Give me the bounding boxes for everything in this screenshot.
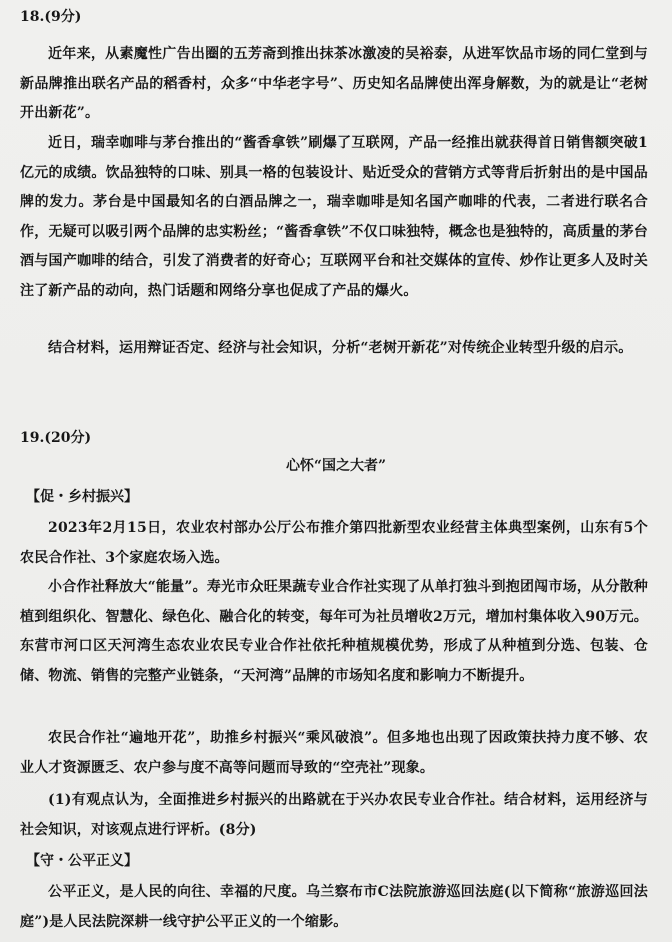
q19-s1-paragraph-1: 2023年2月15日，农业农村部办公厅公布推介第四批新型农业经营主体典型案例，山东有5个农民合作社、3个家庭农场入选。 [20,520,648,566]
q19-s1-subquestion-1: (1)有观点认为，全面推进乡村振兴的出路就在于兴办农民专业合作社。结合材料，运用经济与社会知识，对该观点进行评析。(8分) [20,792,648,838]
q18-paragraph-3: 结合材料，运用辩证否定、经济与社会知识，分析“老树开新花”对传统企业转型升级的启示。 [48,340,633,356]
question-18-number: 18.(9分) [20,9,82,25]
q18-paragraph-1: 近年来，从素魔性广告出圈的五芳斋到推出抹茶冰激凌的吴裕泰，从进军饮品市场的同仁堂到与新品牌推出联名产品的稻香村，众多“中华老字号”、历史知名品牌使出浑身解数，为的就是让“老树开出新花”。 [20,46,648,121]
question-19-number: 19.(20分) [20,430,92,446]
section-heading-rural-revitalization: 【促・乡村振兴】 [26,489,138,505]
q19-s2-paragraph-1: 公平正义，是人民的向往、幸福的尺度。乌兰察布市C法院旅游巡回法庭(以下简称“旅游巡回法庭”)是人民法院深耕一线守护公平正义的一个缩影。 [20,884,648,930]
q18-paragraph-2: 近日，瑞幸咖啡与茅台推出的“酱香拿铁”刷爆了互联网，产品一经推出就获得首日销售额突破1亿元的成绩。饮品独特的口味、别具一格的包装设计、贴近受众的营销方式等背后折射出的是中国品牌的发力。茅台是中国最知名的白酒品牌之一，瑞幸咖啡是知名国产咖啡的代表，二者进行联名合作，无疑可以吸引两个品牌的忠实粉丝；“酱香拿铁”不仅口味独特，概念也是独特的，高质量的茅台酒与国产咖啡的结合，引发了消费者的好奇心；互联网平台和社交媒体的宣传、炒作让更多人及时关注了新产品的动向，热门话题和网络分享也促成了产品的爆火。 [20,135,648,299]
q19-s1-paragraph-3: 农民合作社“遍地开花”，助推乡村振兴“乘风破浪”。但多地也出现了因政策扶持力度不够、农业人才资源匮乏、农户参与度不高等问题而导致的“空壳社”现象。 [20,730,648,776]
section-heading-fairness-justice: 【守・公平正义】 [26,853,138,869]
q19-title: 心怀“国之大者” [285,458,387,474]
q19-s1-paragraph-2: 小合作社释放大“能量”。寿光市众旺果蔬专业合作社实现了从单打独斗到抱团闯市场，从分散种植到组织化、智慧化、绿色化、融合化的转变，每年可为社员增收2万元，增加村集体收入90万元。东营市河口区天河湾生态农业农民专业合作社依托种植规模优势，形成了从种植到分选、包装、仓储、物流、销售的完整产业链条，“天河湾”品牌的市场知名度和影响力不断提升。 [20,579,648,684]
